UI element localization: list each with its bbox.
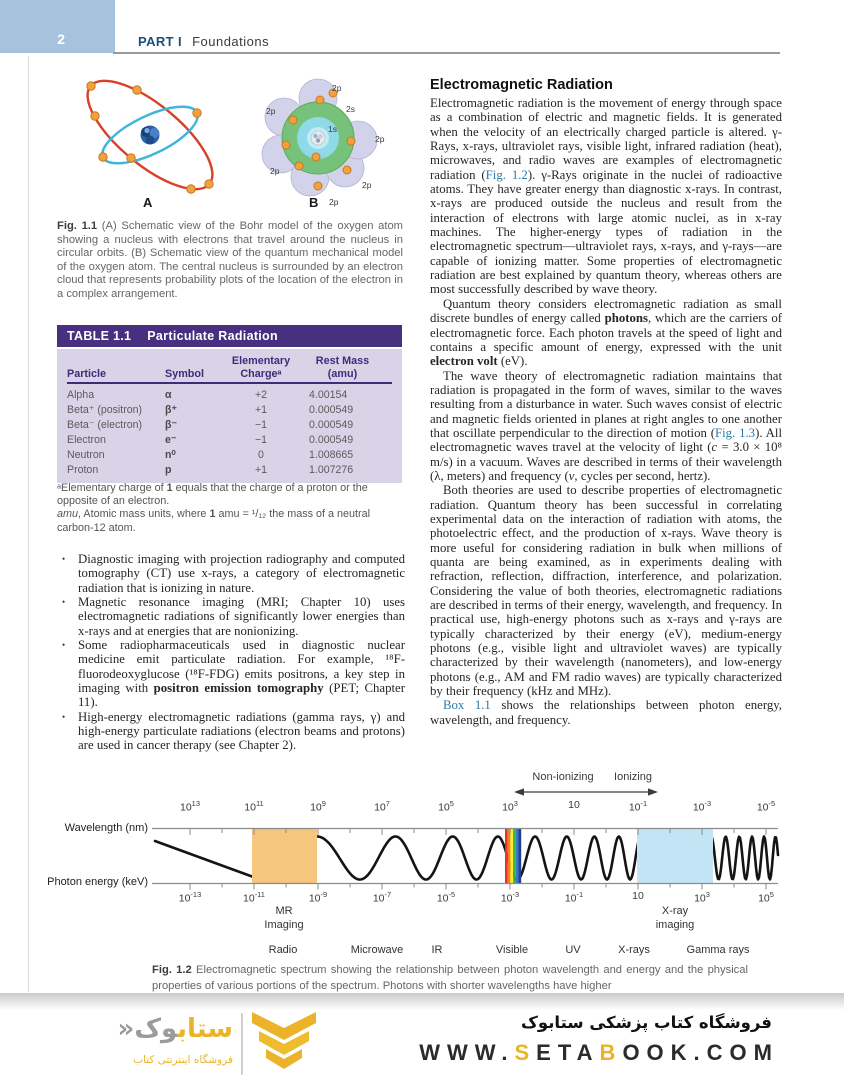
energy-tick-label: $10^{-9}$: [308, 890, 328, 905]
wavelength-tick-label: $10^3$: [502, 799, 518, 814]
diagram-b-label: B: [309, 195, 319, 210]
band-label: Microwave: [350, 944, 404, 956]
table-footnote: [57, 508, 402, 534]
part-label: PART I: [138, 34, 183, 49]
text-segment: , which are the carriers of electromagnetic force. Each photon travels at the speed of light and contains a specific amount of energy, expressed with the unit: [430, 311, 782, 354]
table-cell-particle: Proton: [67, 463, 99, 476]
wavelength-axis-title: Wavelength (nm): [64, 822, 148, 834]
text-segment: Both theories are used to describe properties of electromagnetic radiation. Quantum theory has been successful in correlating experimental data on the interaction of radiation with atoms, the photoelectric effect, and the production of x-rays. Wave theory is more useful for considering radiation in bulk when millions of quanta are being examined, as in experiments dealing with refraction, reflection, diffraction, interference, and polarization. Considering the value of both theories, electromagnetic radiations are described in terms of their energy, wavelength, and frequency. In practical use, high-energy photons such as x-rays and γ-rays are typically characterized by their energy (eV), medium-energy photons (e.g., visible light and ultraviolet waves) are typically characterized by their wavelength (nanometers), and low-energy photons (e.g., AM and FM radio waves) are typically characterized by their frequency (kHz and MHz).: [430, 483, 782, 699]
paragraph: [430, 297, 782, 369]
figure-1-2-caption: [152, 963, 748, 994]
bullet-icon: •: [62, 554, 66, 564]
table-cell-mass: 0.000549: [309, 403, 354, 416]
text-segment: Fig. 1.2: [152, 964, 192, 976]
text-segment: , cycles per second, hertz).: [574, 468, 711, 483]
band-label: Gamma rays: [686, 944, 750, 956]
energy-axis-title: Photon energy (keV): [47, 876, 148, 888]
header-rule: [113, 52, 780, 54]
orbital-label-2p: 2p: [362, 180, 372, 190]
energy-tick-label: $10^{-3}$: [500, 890, 520, 905]
bullet-icon: •: [62, 640, 66, 651]
text-segment: 1: [209, 508, 216, 521]
text-segment: Magnetic resonance imaging (MRI; Chapter 10) uses electromagnetic radiations of significantly lower energies than x-rays and at energies that are nonionizing.: [78, 595, 405, 638]
band-label: X-rays: [618, 944, 650, 956]
non-ionizing-label: Non-ionizing: [532, 771, 594, 783]
band-label: Radio: [268, 944, 298, 956]
table-cell-charge: 0: [258, 448, 264, 461]
list-item: [57, 638, 405, 710]
table-column-headers: [67, 353, 392, 384]
orbital-label-2s: 2s: [346, 104, 355, 114]
text-segment: Electromagnetic spectrum showing the relationship between photon wavelength and energy and the physical properties of various portions of the spectrum. Photons with shorter wavelengths have higher: [152, 964, 748, 992]
wavelength-tick-label: $10^{-5}$: [756, 799, 776, 814]
paragraph: [430, 369, 782, 484]
paragraph: [430, 698, 782, 727]
text-segment: WWW.: [419, 1040, 515, 1065]
orbital-label-2p: 2p: [375, 134, 385, 144]
table-body: [57, 347, 402, 483]
table-row: [67, 462, 392, 477]
table-title-bar: [57, 325, 402, 347]
table-row: [67, 417, 392, 432]
text-segment: Diagnostic imaging with projection radiography and computed tomography (CT) use x-rays, a category of electromagnetic radiation that is ionizing in nature.: [78, 552, 405, 595]
diagram-a-label: A: [143, 195, 153, 210]
energy-tick-label: $10^3$: [694, 890, 710, 905]
table-row: [67, 402, 392, 417]
table-row: [67, 432, 392, 447]
orbital-label-2p: 2p: [332, 83, 342, 93]
orbital-label-1s: 1s: [328, 124, 337, 134]
bohr-model-diagram: [72, 74, 229, 210]
energy-tick-label: 10: [632, 890, 644, 902]
list-item: [57, 710, 405, 753]
list-item: [57, 552, 405, 595]
website-url[interactable]: [179, 1040, 779, 1066]
figure-1-1-caption: [57, 220, 403, 301]
table-cell-charge: +1: [254, 463, 268, 476]
text-segment: (eV).: [497, 354, 528, 369]
energy-tick-label: $10^{-13}$: [178, 890, 202, 905]
text-segment: Some radiopharmaceuticals used in diagnostic nuclear medicine emit particulate radiation. For example, ¹⁸F-fluorodeoxyglucose (¹⁸F-FDG) emits positrons, a key step in imaging with: [78, 638, 405, 696]
table-cell-particle: Neutron: [67, 448, 105, 461]
energy-tick-label: $10^{-11}$: [243, 890, 265, 905]
text-segment: S: [514, 1040, 537, 1065]
paragraph: [430, 96, 782, 297]
cross-reference-link[interactable]: Fig. 1.3: [714, 425, 756, 440]
energy-tick-label: $10^{-7}$: [372, 890, 392, 905]
table-cell-symbol: p: [165, 463, 172, 476]
nucleus: [311, 131, 325, 145]
table-rows: [67, 384, 392, 477]
text-segment: amu: [57, 508, 79, 521]
orbital-label-2p: 2p: [266, 106, 276, 116]
cross-reference-link[interactable]: Fig. 1.2: [485, 167, 528, 182]
text-segment: ν: [568, 468, 575, 483]
column-header: Rest Mass (amu): [315, 355, 370, 380]
list-item: [57, 595, 405, 638]
nucleus: [141, 126, 160, 145]
text-segment: (A) Schematic view of the Bohr model of the oxygen atom showing a nucleus with electrons that travel around the nucleus in circular orbits. (B) Schematic view of the quantum mechanical model of the oxygen atom. The central nucleus is surrounded by an electron cloud that represents probability plots of the location of the electron in a complex arrangement.: [57, 220, 403, 300]
column-header: Elementary Chargeᵃ: [231, 355, 291, 380]
store-title: فروشگاه کتاب پزشکی ستابوک: [521, 1013, 772, 1032]
table-footnotes: [57, 482, 402, 535]
table-cell-symbol: β⁺: [165, 403, 178, 416]
guillemet-mark: «: [117, 1014, 135, 1044]
energy-tick-label: $10^{-5}$: [436, 890, 456, 905]
wavelength-tick-label: $10^{11}$: [244, 799, 264, 814]
ionizing-label: Ionizing: [614, 771, 652, 783]
table-cell-charge: +1: [254, 403, 268, 416]
paragraph: [430, 483, 782, 698]
table-cell-charge: −1: [254, 418, 268, 431]
table-cell-particle: Beta⁻ (electron): [67, 418, 143, 431]
text-segment: Quantum theory considers electromagnetic radiation as small discrete bundles of energy called: [430, 296, 782, 326]
table-cell-particle: Alpha: [67, 388, 95, 401]
text-segment: ETA: [536, 1040, 600, 1065]
quantum-model-diagram: [262, 79, 385, 210]
wavelength-tick-label: $10^{-3}$: [692, 799, 712, 814]
region-label: X-ray imaging: [655, 905, 695, 931]
running-head: [138, 34, 269, 49]
text-segment: OOK.COM: [622, 1040, 779, 1065]
page-number-box: [0, 0, 115, 53]
text-segment: photons: [604, 311, 649, 326]
table-row: [67, 447, 392, 462]
text-segment: Electromagnetic radiation is the movement of energy through space as a combination of electric and magnetic fields. It is generated when the velocity of an electrically charged particle is altered. γ-Rays, x-rays, ultraviolet rays, visible light, infrared radiation (heat), microwaves, and radio waves are examples of electromagnetic radiation (: [430, 96, 782, 182]
region-label: MR Imaging: [264, 905, 304, 931]
wordmark-tail: وک: [134, 1014, 178, 1044]
wavelength-tick-label: $10^{13}$: [179, 799, 201, 814]
wavelength-tick-label: $10^9$: [310, 799, 326, 814]
text-segment: c: [711, 440, 718, 455]
table-row: [67, 387, 392, 402]
text-segment: (PET; Chapter 11).: [78, 681, 405, 710]
table-cell-charge: +2: [254, 388, 268, 401]
text-segment: electron volt: [430, 354, 498, 369]
page-number: 2: [57, 31, 65, 47]
table-cell-charge: −1: [254, 433, 268, 446]
wavelength-tick-label: $10^5$: [438, 799, 454, 814]
bullet-text: [78, 595, 405, 638]
table-cell-mass: 0.000549: [309, 433, 354, 446]
table-cell-symbol: e⁻: [165, 433, 177, 446]
text-segment: = 3.0 × 10⁸ m/s) in a vacuum. Waves are described in terms of their wavelength (λ, meters) and frequency (: [430, 440, 782, 483]
text-segment: ᵃElementary charge of: [57, 482, 167, 494]
figure-1-1-illustration: [57, 74, 403, 220]
bullet-text: [78, 638, 405, 709]
table-cell-mass: 4.00154: [309, 388, 348, 401]
text-segment: , Atomic mass units, where: [78, 508, 210, 521]
text-segment: The wave theory of electromagnetic radiation maintains that radiation is propagated in the form of waves, similar to the waves resulting from a disturbance in water. Such waves consist of electric and magnetic fields oriented in planes at right angles to one another that oscillate perpendicular to the direction of motion (: [430, 368, 782, 440]
table-footnote: [57, 482, 402, 508]
table-cell-particle: Beta⁺ (positron): [67, 403, 143, 416]
text-segment: ). All electromagnetic waves travel at the velocity of light (: [430, 425, 783, 455]
table-cell-particle: Electron: [67, 433, 106, 446]
column-header: Particle: [67, 367, 107, 380]
bullet-text: [78, 710, 405, 753]
spectrum-labels: [0, 762, 844, 962]
text-segment: amu = ¹/₁₂ the mass of a neutral carbon-12 atom.: [57, 508, 371, 534]
table-cell-symbol: α: [165, 388, 172, 401]
orbital-label-2p: 2p: [270, 166, 280, 176]
bullet-icon: •: [62, 711, 66, 722]
part-title: Foundations: [192, 34, 270, 49]
table-cell-mass: 0.000549: [309, 418, 354, 431]
energy-tick-label: $10^{-1}$: [564, 890, 584, 905]
bullet-icon: •: [62, 597, 66, 608]
text-segment: positron emission tomography: [153, 681, 324, 696]
footer: [0, 1010, 844, 1080]
figure-1-2-spectrum: [0, 762, 844, 962]
text-segment: ). γ-Rays originate in the nuclei of radioactive atoms. They have greater energy than diagnostic x-rays. In contrast, x-rays are produced outside the nucleus and result from the interaction of electrons with large atomic nuclei, as in x-ray machines. The higher-energy types of radiation in the electromagnetic spectrum—ultraviolet rays, x-rays, and γ-rays—are capable of ionizing matter. Some properties of electromagnetic radiation are best explained by quantum theory, whereas others are most successfully described by wave theory.: [430, 167, 782, 297]
text-segment: 1: [166, 482, 173, 494]
section-heading: Electromagnetic Radiation: [430, 77, 613, 93]
text-segment: High-energy electromagnetic radiations (gamma rays, γ) and high-energy particulate radiations (electron beams and protons) are used in cancer therapy (see Chapter 2).: [78, 709, 405, 753]
wordmark-main: ستاب: [177, 1014, 233, 1044]
table-cell-symbol: n⁰: [165, 448, 176, 461]
band-label: Visible: [495, 944, 529, 956]
band-label: UV: [565, 944, 581, 956]
table-cell-mass: 1.007276: [309, 463, 354, 476]
bullet-list: [57, 552, 405, 753]
text-segment: shows the relationships between photon energy, wavelength, and frequency.: [430, 698, 783, 727]
wavelength-tick-label: $10^{-1}$: [628, 799, 648, 814]
logo-tagline: فروشگاه اینترنتی کتاب: [133, 1054, 233, 1066]
text-segment: equals that the charge of a proton or the opposite of an electron.: [57, 482, 368, 508]
right-column-paragraphs: [430, 96, 782, 727]
column-header: Symbol: [165, 367, 204, 380]
table-cell-mass: 1.008665: [309, 448, 354, 461]
table-title: Particulate Radiation: [147, 329, 278, 343]
energy-tick-label: $10^5$: [758, 890, 774, 905]
text-segment: B: [599, 1040, 623, 1065]
table-1-1: [57, 325, 402, 483]
table-cell-symbol: β⁻: [165, 418, 178, 431]
text-segment: Fig. 1.1: [57, 220, 98, 232]
table-number: TABLE 1.1: [67, 329, 132, 343]
cross-reference-link[interactable]: Box 1.1: [443, 698, 491, 713]
orbital-label-2p: 2p: [329, 197, 339, 207]
bullet-text: [78, 552, 405, 595]
wavelength-tick-label: $10^7$: [374, 799, 390, 814]
band-label: IR: [431, 944, 443, 956]
wavelength-tick-label: 10: [568, 799, 580, 811]
